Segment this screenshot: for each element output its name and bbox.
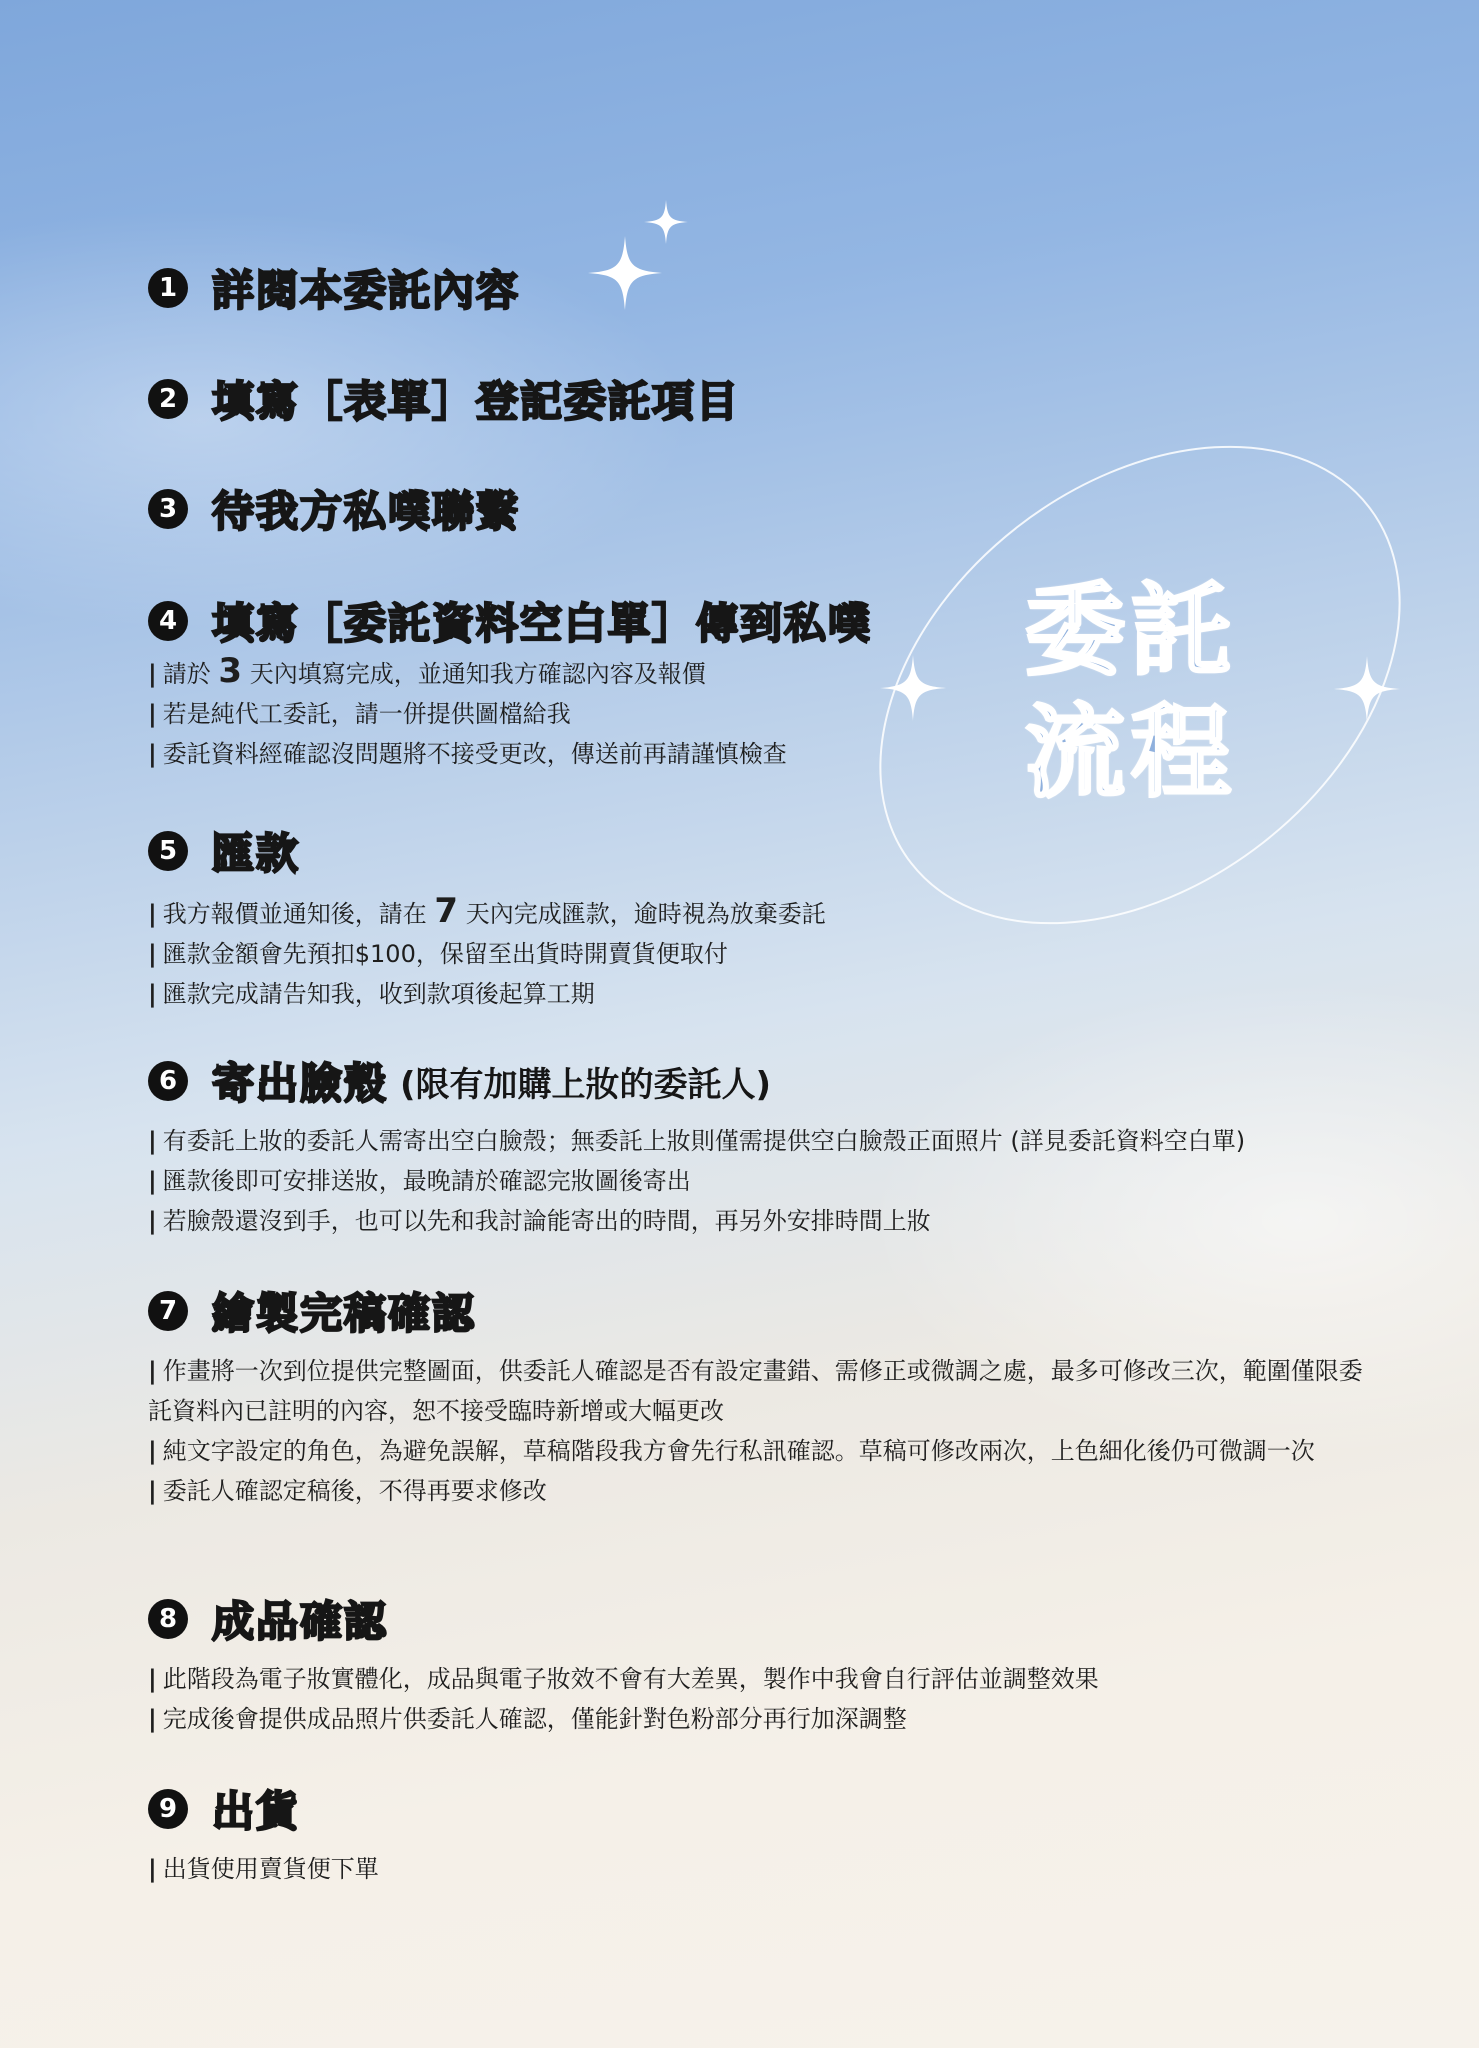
step-heading bbox=[148, 262, 1388, 314]
step-5 bbox=[148, 825, 1388, 1014]
detail-line: | 我方報價並通知後，請在 7 天內完成匯款，逾時視為放棄委託 bbox=[148, 891, 826, 931]
step-title: 待我方私噗聯繫 bbox=[212, 487, 521, 536]
step-heading bbox=[148, 1285, 1388, 1337]
detail-text: 若是純代工委託，請一併提供圖檔給我 bbox=[162, 700, 571, 728]
step-number-badge: 3 bbox=[148, 489, 188, 529]
hero-title-line-1: 委託 bbox=[1025, 572, 1237, 689]
detail-text: 匯款金額會先預扣$100，保留至出貨時開賣貨便取付 bbox=[162, 940, 728, 968]
step-number-badge: 8 bbox=[148, 1599, 188, 1639]
step-number-badge: 1 bbox=[148, 268, 188, 308]
step-details bbox=[148, 1659, 1388, 1739]
step-heading bbox=[148, 373, 1388, 425]
step-heading bbox=[148, 483, 1388, 535]
step-subtitle: (限有加購上妝的委託人) bbox=[400, 1064, 772, 1105]
step-number-badge: 9 bbox=[148, 1789, 188, 1829]
step-heading bbox=[148, 1783, 1388, 1835]
detail-line: | 匯款後即可安排送妝，最晚請於確認完妝圖後寄出 bbox=[148, 1167, 691, 1195]
step-details bbox=[148, 1849, 1388, 1889]
detail-text: 匯款完成請告知我，收到款項後起算工期 bbox=[162, 980, 595, 1008]
detail-line: | 作畫將一次到位提供完整圖面，供委託人確認是否有設定畫錯、需修正或微調之處，最多可修改三次，範圍僅限委託資料內已註明的內容，恕不接受臨時新增或大幅更改 bbox=[148, 1357, 1363, 1425]
detail-line: | 委託資料經確認沒問題將不接受更改，傳送前再請謹慎檢查 bbox=[148, 740, 787, 768]
step-heading bbox=[148, 595, 1388, 647]
detail-text: 有委託上妝的委託人需寄出空白臉殼；無委託上妝則僅需提供空白臉殼正面照片 (詳見委託資料空白單) bbox=[162, 1127, 1246, 1155]
step-title: 詳閱本委託內容 bbox=[212, 266, 521, 315]
detail-text: 請於 bbox=[162, 660, 219, 688]
step-details bbox=[148, 651, 1388, 774]
detail-line: | 請於 3 天內填寫完成，並通知我方確認內容及報價 bbox=[148, 651, 706, 691]
detail-text: 委託人確認定稿後，不得再要求修改 bbox=[162, 1477, 547, 1505]
hero-title-line-2: 流程 bbox=[1025, 694, 1237, 811]
detail-text: 純文字設定的角色，為避免誤解，草稿階段我方會先行私訊確認。草稿可修改兩次，上色細化後仍可微調一次 bbox=[162, 1437, 1315, 1465]
detail-line: | 匯款完成請告知我，收到款項後起算工期 bbox=[148, 980, 595, 1008]
detail-text: 我方報價並通知後，請在 bbox=[162, 900, 435, 928]
step-4 bbox=[148, 595, 1388, 774]
step-1 bbox=[148, 262, 1388, 314]
detail-text: 天內完成匯款，逾時視為放棄委託 bbox=[458, 900, 826, 928]
step-heading bbox=[148, 1593, 1388, 1645]
deadline-days: 3 bbox=[218, 651, 243, 691]
detail-text: 委託資料經確認沒問題將不接受更改，傳送前再請謹慎檢查 bbox=[162, 740, 787, 768]
detail-line: | 有委託上妝的委託人需寄出空白臉殼；無委託上妝則僅需提供空白臉殼正面照片 (詳見委託資料空白單) bbox=[148, 1127, 1246, 1155]
step-number-badge: 2 bbox=[148, 379, 188, 419]
detail-line: | 此階段為電子妝實體化，成品與電子妝效不會有大差異，製作中我會自行評估並調整效果 bbox=[148, 1665, 1099, 1693]
step-7 bbox=[148, 1285, 1388, 1511]
step-number-badge: 5 bbox=[148, 831, 188, 871]
step-details bbox=[148, 1351, 1388, 1511]
step-2 bbox=[148, 373, 1388, 425]
detail-text: 匯款後即可安排送妝，最晚請於確認完妝圖後寄出 bbox=[162, 1167, 691, 1195]
sparkle-icon bbox=[644, 200, 688, 244]
step-heading bbox=[148, 825, 1388, 877]
detail-line: | 委託人確認定稿後，不得再要求修改 bbox=[148, 1477, 547, 1505]
step-title: 填寫［委託資料空白單］傳到私噗 bbox=[212, 599, 873, 648]
step-title: 寄出臉殼 bbox=[212, 1059, 389, 1108]
step-number-badge: 7 bbox=[148, 1291, 188, 1331]
step-6 bbox=[148, 1055, 1388, 1241]
step-heading bbox=[148, 1055, 1388, 1107]
step-title: 填寫［表單］登記委託項目 bbox=[212, 377, 741, 426]
detail-line: | 匯款金額會先預扣$100，保留至出貨時開賣貨便取付 bbox=[148, 940, 728, 968]
step-details bbox=[148, 891, 1388, 1014]
deadline-days: 7 bbox=[434, 891, 459, 931]
step-3 bbox=[148, 483, 1388, 535]
step-details bbox=[148, 1121, 1388, 1241]
step-title: 匯款 bbox=[212, 829, 301, 878]
step-number-badge: 4 bbox=[148, 601, 188, 641]
detail-line: | 若臉殼還沒到手，也可以先和我討論能寄出的時間，再另外安排時間上妝 bbox=[148, 1207, 931, 1235]
step-8 bbox=[148, 1593, 1388, 1739]
step-title: 成品確認 bbox=[212, 1597, 389, 1646]
detail-line: | 若是純代工委託，請一併提供圖檔給我 bbox=[148, 700, 571, 728]
detail-text: 完成後會提供成品照片供委託人確認，僅能針對色粉部分再行加深調整 bbox=[162, 1705, 907, 1733]
step-9 bbox=[148, 1783, 1388, 1889]
step-number-badge: 6 bbox=[148, 1061, 188, 1101]
step-title: 出貨 bbox=[212, 1787, 301, 1836]
detail-line: | 出貨使用賣貨便下單 bbox=[148, 1855, 379, 1883]
detail-line: | 純文字設定的角色，為避免誤解，草稿階段我方會先行私訊確認。草稿可修改兩次，上色細化後仍可微調一次 bbox=[148, 1437, 1315, 1465]
detail-text: 出貨使用賣貨便下單 bbox=[162, 1855, 379, 1883]
detail-text: 若臉殼還沒到手，也可以先和我討論能寄出的時間，再另外安排時間上妝 bbox=[162, 1207, 931, 1235]
detail-line: | 完成後會提供成品照片供委託人確認，僅能針對色粉部分再行加深調整 bbox=[148, 1705, 907, 1733]
detail-text: 天內填寫完成，並通知我方確認內容及報價 bbox=[242, 660, 706, 688]
detail-text: 作畫將一次到位提供完整圖面，供委託人確認是否有設定畫錯、需修正或微調之處，最多可修改三次，範圍僅限委託資料內已註明的內容，恕不接受臨時新增或大幅更改 bbox=[148, 1357, 1363, 1425]
detail-text: 此階段為電子妝實體化，成品與電子妝效不會有大差異，製作中我會自行評估並調整效果 bbox=[162, 1665, 1099, 1693]
step-title: 繪製完稿確認 bbox=[212, 1289, 477, 1338]
